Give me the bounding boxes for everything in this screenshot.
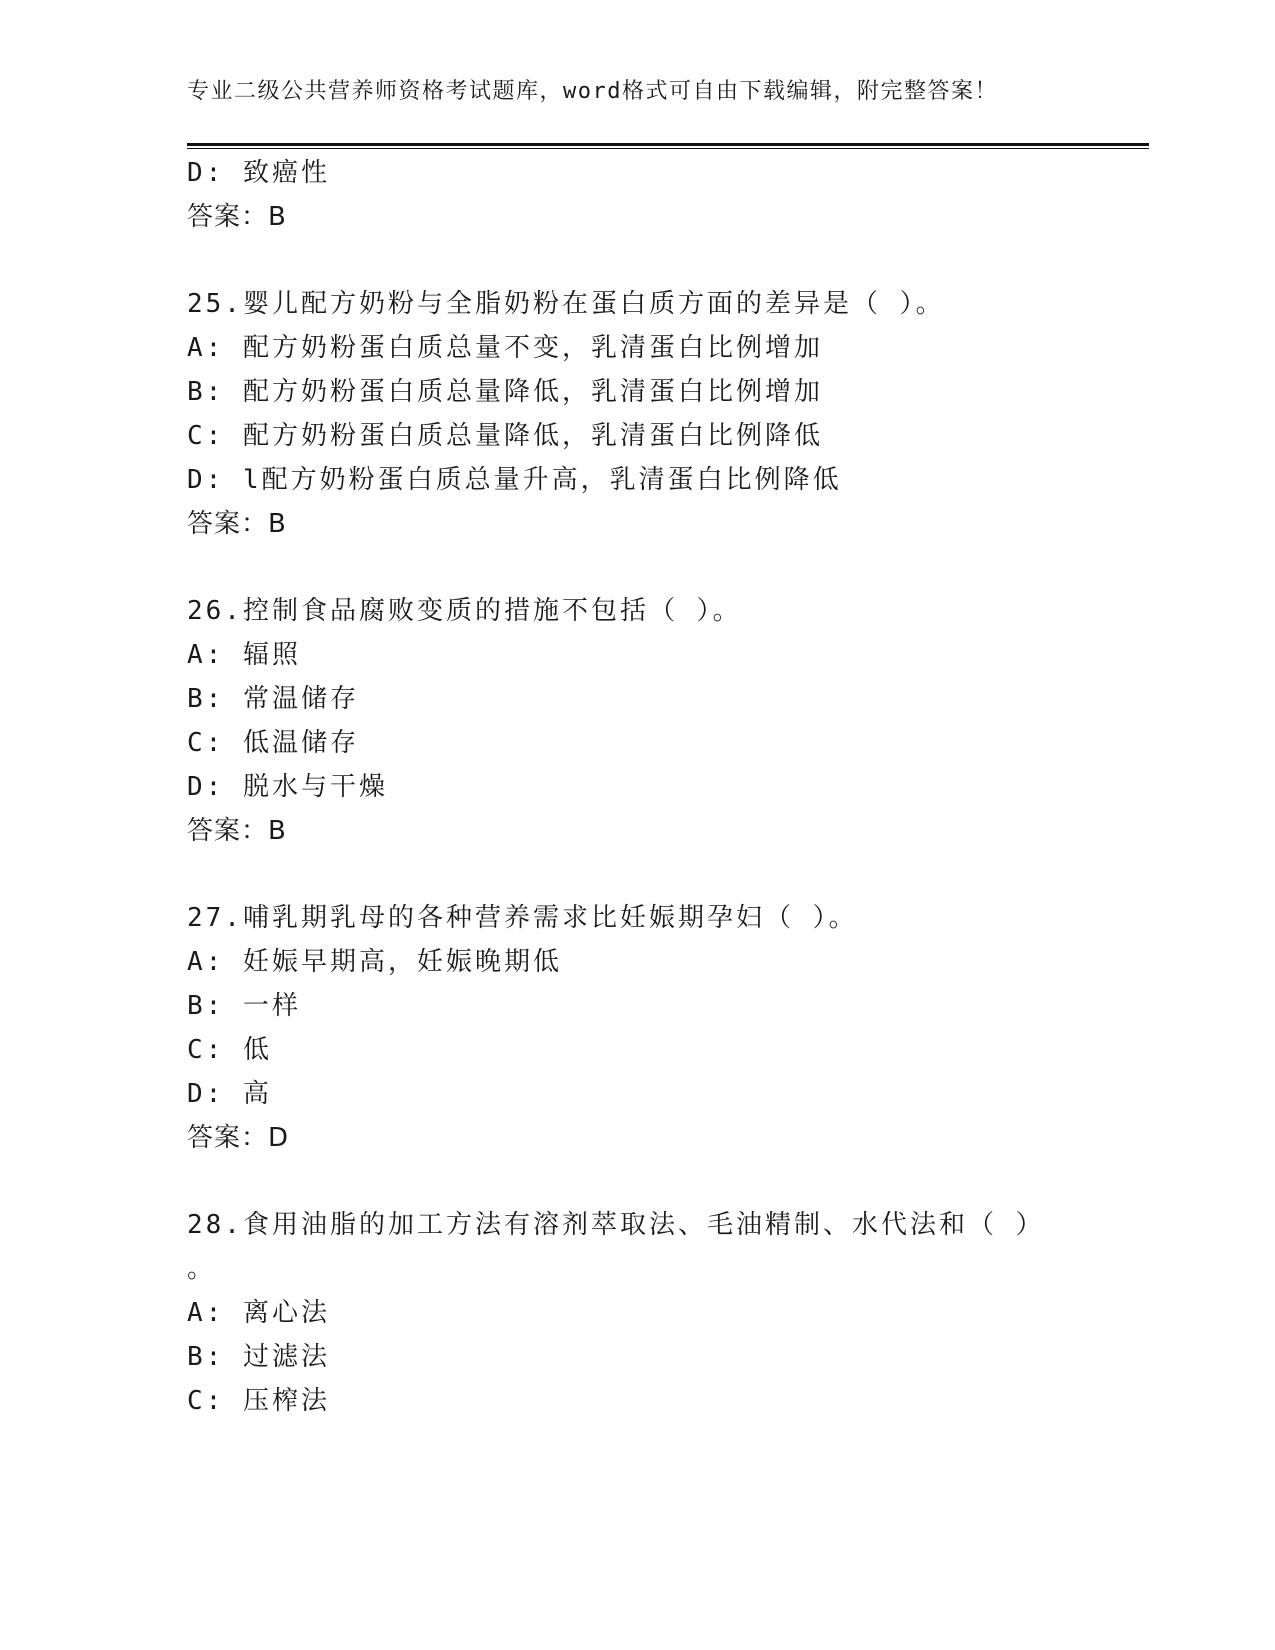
option-line: C: 配方奶粉蛋白质总量降低，乳清蛋白比例降低 [187, 421, 823, 451]
option-line: B: 过滤法 [187, 1342, 330, 1372]
question-line-continued: 。 [187, 1254, 217, 1284]
option-line: A: 离心法 [187, 1298, 330, 1328]
question-line: 28.食用油脂的加工方法有溶剂萃取法、毛油精制、水代法和（ ） [187, 1210, 1045, 1240]
option-line: C: 压榨法 [187, 1386, 330, 1416]
option-line: D: 高 [187, 1079, 272, 1109]
option-line: D: 脱水与干燥 [187, 772, 388, 802]
option-line: A: 辐照 [187, 640, 301, 670]
question-line: 27.哺乳期乳母的各种营养需求比妊娠期孕妇（ ）。 [187, 903, 858, 933]
option-line: A: 妊娠早期高，妊娠晚期低 [187, 947, 562, 977]
answer-line: 答案：B [187, 202, 287, 232]
question-line: 25.婴儿配方奶粉与全脂奶粉在蛋白质方面的差异是（ ）。 [187, 289, 945, 319]
header-rule-thick [187, 143, 1149, 146]
option-line: A: 配方奶粉蛋白质总量不变，乳清蛋白比例增加 [187, 333, 823, 363]
option-line: C: 低 [187, 1035, 272, 1065]
option-line: D: 致癌性 [187, 158, 330, 188]
header-rule-thin [187, 148, 1149, 149]
option-line: C: 低温储存 [187, 728, 359, 758]
option-line: B: 一样 [187, 991, 301, 1021]
option-line: B: 常温储存 [187, 684, 359, 714]
answer-line: 答案：B [187, 509, 287, 539]
question-line: 26.控制食品腐败变质的措施不包括（ ）。 [187, 596, 742, 626]
answer-line: 答案：D [187, 1123, 290, 1153]
answer-line: 答案：B [187, 816, 287, 846]
page-header: 专业二级公共营养师资格考试题库，word格式可自由下载编辑，附完整答案！ [187, 79, 998, 104]
option-line: B: 配方奶粉蛋白质总量降低，乳清蛋白比例增加 [187, 377, 823, 407]
option-line: D: l配方奶粉蛋白质总量升高，乳清蛋白比例降低 [187, 465, 842, 495]
